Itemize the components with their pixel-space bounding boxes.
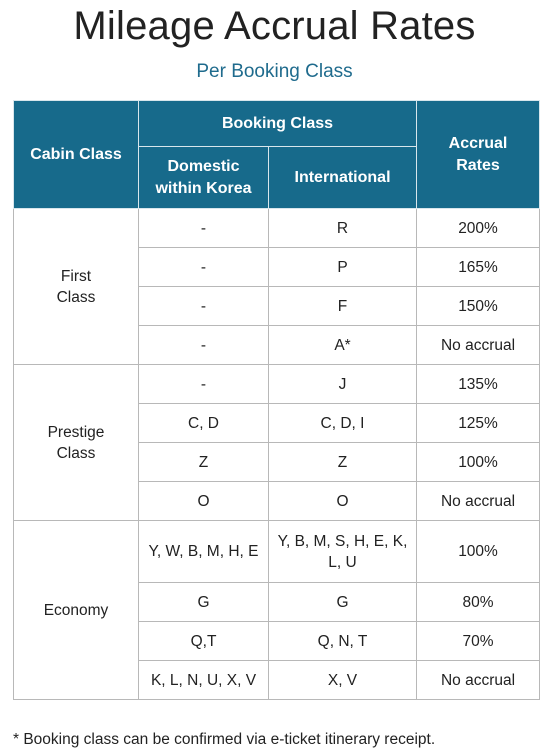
table-row — [14, 521, 540, 583]
rate-cell: 70% — [417, 622, 540, 661]
international-cell: F — [269, 287, 417, 326]
header-cabin-class: Cabin Class — [14, 101, 139, 209]
domestic-cell: - — [139, 287, 269, 326]
domestic-cell: - — [139, 209, 269, 248]
international-cell: A* — [269, 326, 417, 365]
domestic-cell: - — [139, 248, 269, 287]
international-cell: O — [269, 482, 417, 521]
rate-cell: 80% — [417, 583, 540, 622]
domestic-cell: G — [139, 583, 269, 622]
header-international: International — [269, 147, 417, 209]
cabin-cell-first: First Class — [14, 209, 139, 365]
cabin-cell-prestige: Prestige Class — [14, 365, 139, 521]
domestic-cell: K, L, N, U, X, V — [139, 661, 269, 700]
domestic-cell: C, D — [139, 404, 269, 443]
table-row — [14, 209, 540, 248]
table-header — [14, 101, 540, 209]
rate-cell: 100% — [417, 521, 540, 583]
footnote: * Booking class can be confirmed via e-ticket itinerary receipt. — [13, 731, 436, 748]
international-cell: G — [269, 583, 417, 622]
table-row — [14, 365, 540, 404]
header-domestic: Domestic within Korea — [139, 147, 269, 209]
domestic-cell: O — [139, 482, 269, 521]
rate-cell: No accrual — [417, 661, 540, 700]
international-cell: Y, B, M, S, H, E, K, L, U — [269, 521, 417, 583]
rate-cell: No accrual — [417, 482, 540, 521]
international-cell: X, V — [269, 661, 417, 700]
domestic-cell: - — [139, 365, 269, 404]
rate-cell: 150% — [417, 287, 540, 326]
international-cell: Q, N, T — [269, 622, 417, 661]
rate-cell: 100% — [417, 443, 540, 482]
header-booking-class: Booking Class — [139, 101, 417, 147]
page-subtitle: Per Booking Class — [196, 61, 353, 82]
domestic-cell: Y, W, B, M, H, E — [139, 521, 269, 583]
accrual-rates-table — [13, 100, 540, 700]
international-cell: C, D, I — [269, 404, 417, 443]
rate-cell: 165% — [417, 248, 540, 287]
domestic-cell: - — [139, 326, 269, 365]
cabin-cell-economy: Economy — [14, 521, 139, 700]
domestic-cell: Z — [139, 443, 269, 482]
rate-cell: No accrual — [417, 326, 540, 365]
rate-cell: 125% — [417, 404, 540, 443]
rate-cell: 200% — [417, 209, 540, 248]
table-body — [14, 209, 540, 700]
page-title: Mileage Accrual Rates — [73, 4, 476, 48]
domestic-cell: Q,T — [139, 622, 269, 661]
international-cell: J — [269, 365, 417, 404]
international-cell: R — [269, 209, 417, 248]
rate-cell: 135% — [417, 365, 540, 404]
international-cell: P — [269, 248, 417, 287]
header-accrual-rates: Accrual Rates — [417, 101, 540, 209]
international-cell: Z — [269, 443, 417, 482]
